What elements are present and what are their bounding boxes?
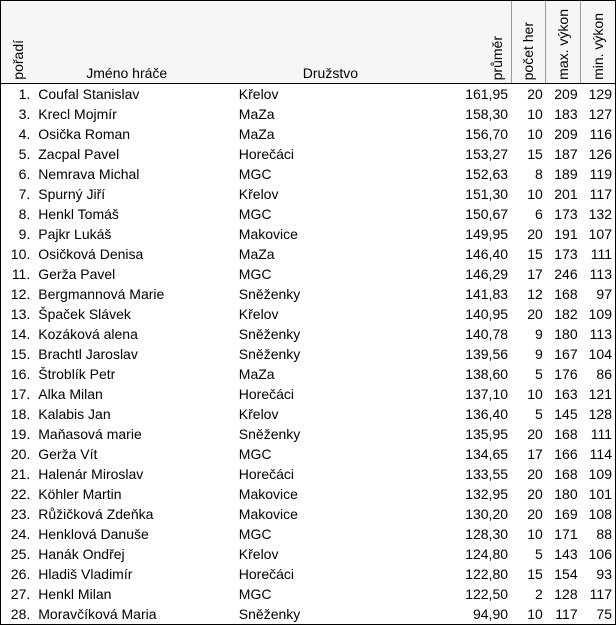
cell-min: 132 xyxy=(581,204,616,224)
table-row xyxy=(1,284,616,304)
cell-games: 10 xyxy=(527,526,543,542)
header-team-label: Družstvo xyxy=(302,65,359,81)
table-row xyxy=(1,304,616,324)
table-row xyxy=(1,384,616,404)
table-row xyxy=(1,504,616,524)
cell-name: Köhler Martin xyxy=(38,486,122,502)
table-row xyxy=(1,564,616,584)
cell-team: Sněženky xyxy=(238,286,301,302)
cell-min: 111 xyxy=(581,244,616,264)
cell-name: Kalabis Jan xyxy=(38,406,111,422)
cell-max: 143 xyxy=(554,546,578,562)
cell-games: 20 xyxy=(527,466,543,482)
cell-max: 183 xyxy=(554,106,578,122)
header-min xyxy=(581,1,616,84)
cell-avg: 138,60 xyxy=(465,366,509,382)
cell-min: 114 xyxy=(581,444,616,464)
cell-games: 17 xyxy=(527,266,543,282)
cell-rank: 3. xyxy=(1,104,35,124)
table-row xyxy=(1,524,616,544)
table-row xyxy=(1,344,616,364)
cell-games: 5 xyxy=(535,406,543,422)
cell-name: Hladiš Vladimír xyxy=(38,566,133,582)
cell-team: Makovice xyxy=(238,226,298,242)
cell-max: 209 xyxy=(554,126,578,142)
cell-min: 108 xyxy=(581,504,616,524)
cell-max: 209 xyxy=(554,86,578,102)
cell-max: 180 xyxy=(554,486,578,502)
cell-team: Křelov xyxy=(238,306,279,322)
cell-min: 106 xyxy=(581,544,616,564)
cell-max: 176 xyxy=(554,366,578,382)
cell-avg: 136,40 xyxy=(465,406,509,422)
cell-rank: 26. xyxy=(1,564,35,584)
cell-team: MGC xyxy=(238,586,272,602)
cell-avg: 122,50 xyxy=(465,586,509,602)
cell-team: Sněženky xyxy=(238,326,301,342)
cell-avg: 140,95 xyxy=(465,306,509,322)
cell-team: Sněženky xyxy=(238,346,301,362)
cell-min: 126 xyxy=(581,144,616,164)
cell-max: 169 xyxy=(554,506,578,522)
cell-rank: 24. xyxy=(1,524,35,544)
cell-max: 191 xyxy=(554,226,578,242)
cell-max: 168 xyxy=(554,426,578,442)
cell-max: 173 xyxy=(554,246,578,262)
header-rank-label: pořadí xyxy=(9,40,26,80)
table-row xyxy=(1,104,616,124)
cell-team: Křelov xyxy=(238,86,279,102)
cell-team: MGC xyxy=(238,266,272,282)
header-name-label: Jméno hráče xyxy=(86,65,168,81)
cell-games: 20 xyxy=(527,506,543,522)
table-row xyxy=(1,124,616,144)
cell-team: Horečáci xyxy=(238,146,295,162)
cell-rank: 16. xyxy=(1,364,35,384)
table-row xyxy=(1,144,616,164)
cell-rank: 21. xyxy=(1,464,35,484)
cell-avg: 128,30 xyxy=(465,526,509,542)
table-row xyxy=(1,324,616,344)
header-team xyxy=(237,1,433,84)
cell-games: 15 xyxy=(527,146,543,162)
cell-name: Gerža Vít xyxy=(38,446,98,462)
cell-rank: 20. xyxy=(1,444,35,464)
cell-max: 201 xyxy=(554,186,578,202)
cell-max: 180 xyxy=(554,326,578,342)
header-games xyxy=(511,1,546,84)
cell-name: Hanák Ondřej xyxy=(38,546,125,562)
cell-avg: 146,40 xyxy=(465,246,509,262)
cell-name: Henklová Danuše xyxy=(38,526,149,542)
cell-team: Sněženky xyxy=(238,426,301,442)
cell-team: Makovice xyxy=(238,506,298,522)
cell-team: MGC xyxy=(238,526,272,542)
cell-team: MaZa xyxy=(238,126,275,142)
table-row xyxy=(1,244,616,264)
cell-name: Henkl Tomáš xyxy=(38,206,119,222)
table-row xyxy=(1,204,616,224)
cell-min: 97 xyxy=(581,284,616,304)
cell-min: 86 xyxy=(581,364,616,384)
header-avg-label: průměr xyxy=(488,35,505,80)
cell-name: Maňasová marie xyxy=(38,426,142,442)
cell-games: 15 xyxy=(527,246,543,262)
cell-rank: 9. xyxy=(1,224,35,244)
cell-avg: 122,80 xyxy=(465,566,509,582)
cell-avg: 158,30 xyxy=(465,106,509,122)
cell-games: 5 xyxy=(535,366,543,382)
cell-max: 173 xyxy=(554,206,578,222)
table-body xyxy=(1,84,616,625)
cell-name: Zacpal Pavel xyxy=(38,146,120,162)
cell-name: Coufal Stanislav xyxy=(38,86,140,102)
table-row xyxy=(1,544,616,564)
cell-min: 107 xyxy=(581,224,616,244)
header-max xyxy=(546,1,581,84)
cell-name: Osička Roman xyxy=(38,126,131,142)
cell-min: 109 xyxy=(581,464,616,484)
cell-min: 88 xyxy=(581,524,616,544)
cell-avg: 156,70 xyxy=(465,126,509,142)
cell-games: 10 xyxy=(527,126,543,142)
header-games-label: počet her xyxy=(520,21,537,80)
cell-min: 109 xyxy=(581,304,616,324)
cell-games: 9 xyxy=(535,346,543,362)
cell-games: 20 xyxy=(527,306,543,322)
cell-rank: 1. xyxy=(1,84,35,105)
cell-min: 113 xyxy=(581,324,616,344)
cell-team: MGC xyxy=(238,206,272,222)
cell-min: 121 xyxy=(581,384,616,404)
cell-team: MaZa xyxy=(238,246,275,262)
header-rank xyxy=(1,1,35,84)
cell-max: 171 xyxy=(554,526,578,542)
cell-max: 167 xyxy=(554,346,578,362)
cell-avg: 152,63 xyxy=(465,166,509,182)
cell-max: 163 xyxy=(554,386,578,402)
cell-name: Špaček Slávek xyxy=(38,306,131,322)
cell-games: 15 xyxy=(527,566,543,582)
cell-avg: 132,95 xyxy=(465,486,509,502)
cell-avg: 141,83 xyxy=(465,286,509,302)
cell-rank: 6. xyxy=(1,164,35,184)
cell-rank: 7. xyxy=(1,184,35,204)
cell-team: Křelov xyxy=(238,186,279,202)
header-max-label: max. výkon xyxy=(555,9,572,80)
cell-avg: 94,90 xyxy=(433,604,511,625)
cell-games: 5 xyxy=(535,546,543,562)
cell-name: Henkl Milan xyxy=(38,586,112,602)
cell-games: 10 xyxy=(527,186,543,202)
table-row xyxy=(1,424,616,444)
cell-rank: 14. xyxy=(1,324,35,344)
header-avg xyxy=(433,1,511,84)
table-row xyxy=(1,184,616,204)
table-row xyxy=(1,364,616,384)
cell-games: 10 xyxy=(511,604,546,625)
cell-games: 10 xyxy=(527,106,543,122)
cell-team: MaZa xyxy=(238,106,275,122)
cell-rank: 22. xyxy=(1,484,35,504)
table-row xyxy=(1,84,616,105)
cell-name: Štroblík Petr xyxy=(38,366,116,382)
cell-avg: 137,10 xyxy=(465,386,509,402)
cell-avg: 130,20 xyxy=(465,506,509,522)
cell-avg: 151,30 xyxy=(465,186,509,202)
cell-avg: 140,78 xyxy=(465,326,509,342)
table-row xyxy=(1,404,616,424)
cell-max: 154 xyxy=(554,566,578,582)
cell-avg: 161,95 xyxy=(465,86,509,102)
cell-games: 6 xyxy=(535,206,543,222)
cell-max: 189 xyxy=(554,166,578,182)
table-row xyxy=(1,444,616,464)
cell-name: Pajkr Lukáš xyxy=(38,226,112,242)
cell-avg: 149,95 xyxy=(465,226,509,242)
cell-min: 117 xyxy=(581,184,616,204)
cell-rank: 25. xyxy=(1,544,35,564)
cell-games: 12 xyxy=(527,286,543,302)
cell-name: Bergmannová Marie xyxy=(38,286,165,302)
cell-team: MaZa xyxy=(238,366,275,382)
cell-max: 246 xyxy=(554,266,578,282)
cell-team: Makovice xyxy=(238,486,298,502)
cell-rank: 23. xyxy=(1,504,35,524)
cell-min: 75 xyxy=(581,604,616,625)
cell-team: Horečáci xyxy=(238,566,295,582)
cell-name: Halenár Miroslav xyxy=(38,466,144,482)
cell-avg: 133,55 xyxy=(465,466,509,482)
cell-min: 104 xyxy=(581,344,616,364)
cell-avg: 134,65 xyxy=(465,446,509,462)
cell-rank: 13. xyxy=(1,304,35,324)
cell-min: 119 xyxy=(581,164,616,184)
cell-name: Spurný Jiří xyxy=(38,186,106,202)
cell-name: Kozáková alena xyxy=(38,326,138,342)
cell-games: 9 xyxy=(535,326,543,342)
cell-rank: 5. xyxy=(1,144,35,164)
cell-games: 10 xyxy=(527,386,543,402)
cell-games: 20 xyxy=(527,486,543,502)
cell-games: 20 xyxy=(527,86,543,102)
cell-avg: 124,80 xyxy=(465,546,509,562)
table-row xyxy=(1,584,616,604)
cell-max: 187 xyxy=(554,146,578,162)
cell-team: MGC xyxy=(238,446,272,462)
cell-min: 128 xyxy=(581,404,616,424)
cell-rank: 4. xyxy=(1,124,35,144)
cell-rank: 27. xyxy=(1,584,35,604)
cell-name: Růžičková Zdeňka xyxy=(38,506,154,522)
cell-rank: 8. xyxy=(1,204,35,224)
cell-rank: 10. xyxy=(1,244,35,264)
cell-rank: 18. xyxy=(1,404,35,424)
cell-max: 117 xyxy=(546,604,581,625)
cell-rank: 15. xyxy=(1,344,35,364)
cell-min: 116 xyxy=(581,124,616,144)
header-row xyxy=(1,1,616,84)
header-min-label: min. výkon xyxy=(590,13,607,80)
cell-games: 8 xyxy=(535,166,543,182)
cell-avg: 153,27 xyxy=(465,146,509,162)
cell-games: 17 xyxy=(527,446,543,462)
cell-min: 101 xyxy=(581,484,616,504)
table-row xyxy=(1,604,616,625)
cell-team: Sněženky xyxy=(237,604,433,625)
cell-team: Křelov xyxy=(238,546,279,562)
cell-avg: 139,56 xyxy=(465,346,509,362)
cell-min: 113 xyxy=(581,264,616,284)
cell-max: 128 xyxy=(554,586,578,602)
cell-rank: 19. xyxy=(1,424,35,444)
cell-max: 168 xyxy=(554,286,578,302)
cell-name: Osičková Denisa xyxy=(38,246,144,262)
cell-max: 145 xyxy=(554,406,578,422)
cell-rank: 28. xyxy=(1,604,35,625)
cell-max: 166 xyxy=(554,446,578,462)
cell-min: 127 xyxy=(581,104,616,124)
table-row xyxy=(1,264,616,284)
cell-max: 182 xyxy=(554,306,578,322)
cell-min: 117 xyxy=(581,584,616,604)
cell-team: Křelov xyxy=(238,406,279,422)
cell-name: Krecl Mojmír xyxy=(38,106,117,122)
cell-rank: 17. xyxy=(1,384,35,404)
cell-avg: 146,29 xyxy=(465,266,509,282)
cell-team: MGC xyxy=(238,166,272,182)
cell-min: 129 xyxy=(581,84,616,105)
cell-avg: 135,95 xyxy=(465,426,509,442)
table-row xyxy=(1,464,616,484)
cell-games: 20 xyxy=(527,426,543,442)
table-row xyxy=(1,484,616,504)
cell-min: 93 xyxy=(581,564,616,584)
cell-name: Nemrava Michal xyxy=(38,166,140,182)
cell-team: Horečáci xyxy=(238,466,295,482)
header-name xyxy=(34,1,237,84)
cell-rank: 11. xyxy=(1,264,35,284)
table-row xyxy=(1,224,616,244)
table-row xyxy=(1,164,616,184)
cell-name: Alka Milan xyxy=(38,386,103,402)
cell-games: 20 xyxy=(527,226,543,242)
cell-name: Brachtl Jaroslav xyxy=(38,346,138,362)
cell-team: Horečáci xyxy=(238,386,295,402)
cell-max: 168 xyxy=(554,466,578,482)
cell-name: Gerža Pavel xyxy=(38,266,116,282)
cell-games: 2 xyxy=(535,586,543,602)
cell-name: Moravčíková Maria xyxy=(34,604,237,625)
cell-min: 111 xyxy=(581,424,616,444)
cell-avg: 150,67 xyxy=(465,206,509,222)
cell-rank: 12. xyxy=(1,284,35,304)
